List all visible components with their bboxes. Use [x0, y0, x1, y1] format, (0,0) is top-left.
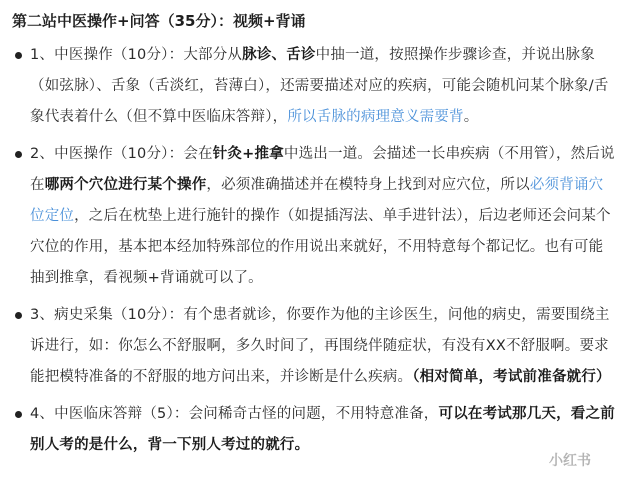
body-text: 3、病史采集（10分）：有个患者就诊，你要作为他的主诊医生，问他的病史，需要围绕主诉进行，如：你怎么不舒服啊，多久时间了，再围绕伴随症状，有没有XX不舒服啊。要求能把模特准备的不舒服的地方问出来，并诊断是什么疾病。: [30, 307, 610, 385]
bullet-icon: [15, 52, 22, 59]
body-text: 1、中医操作（10分）：大部分从: [30, 47, 243, 63]
body-text: ，之后在枕垫上进行施针的操作（如提插泻法、单手进针法），后边老师还会问某个穴位的作用，基本把本经加特殊部位的作用说出来就好，不用特意每个都记忆。也有可能抽到推拿，看视频+背诵就可以了。: [30, 208, 611, 286]
emphasis-text: 针灸+推拿: [212, 146, 284, 162]
list-item: [12, 399, 617, 461]
emphasis-text: （相对简单，考试前准备就行）: [412, 369, 611, 385]
highlight-text: 必须背诵穴位定位: [30, 177, 604, 224]
body-text: ，必须准确描述并在模特身上找到对应穴位，所以: [206, 177, 530, 193]
item-list: [12, 40, 617, 461]
bullet-icon: [15, 151, 22, 158]
emphasis-text: 哪两个穴位进行某个操作: [44, 177, 207, 193]
watermark-logo: 小红书: [549, 453, 591, 469]
bullet-icon: [15, 312, 22, 319]
body-text: 4、中医临床答辩（5）：会问稀奇古怪的问题，不用特意准备，: [30, 406, 439, 422]
list-item: [12, 139, 617, 294]
emphasis-text: 脉诊、舌诊: [242, 47, 316, 63]
body-text: 中选出一道。会描述一长串疾病（不用管），然后说在: [30, 146, 615, 193]
body-text: 。: [463, 109, 479, 125]
body-text: 中抽一道，按照操作步骤诊查，并说出脉象（如弦脉）、舌象（舌淡红，苔薄白），还需要描述对应的疾病，可能会随机问某个脉象/舌象代表着什么（但不算中医临床答辩），: [30, 47, 609, 125]
page-title: 第二站中医操作+问答（35分）：视频+背诵: [12, 12, 306, 30]
list-item: [12, 300, 617, 393]
body-text: 2、中医操作（10分）：会在: [30, 146, 213, 162]
emphasis-text: 可以在考试那几天，看之前别人考的是什么，背一下别人考过的就行。: [30, 406, 615, 453]
highlight-text: 所以舌脉的病理意义需要背: [287, 109, 464, 125]
list-item: [12, 40, 617, 133]
bullet-icon: [15, 411, 22, 418]
